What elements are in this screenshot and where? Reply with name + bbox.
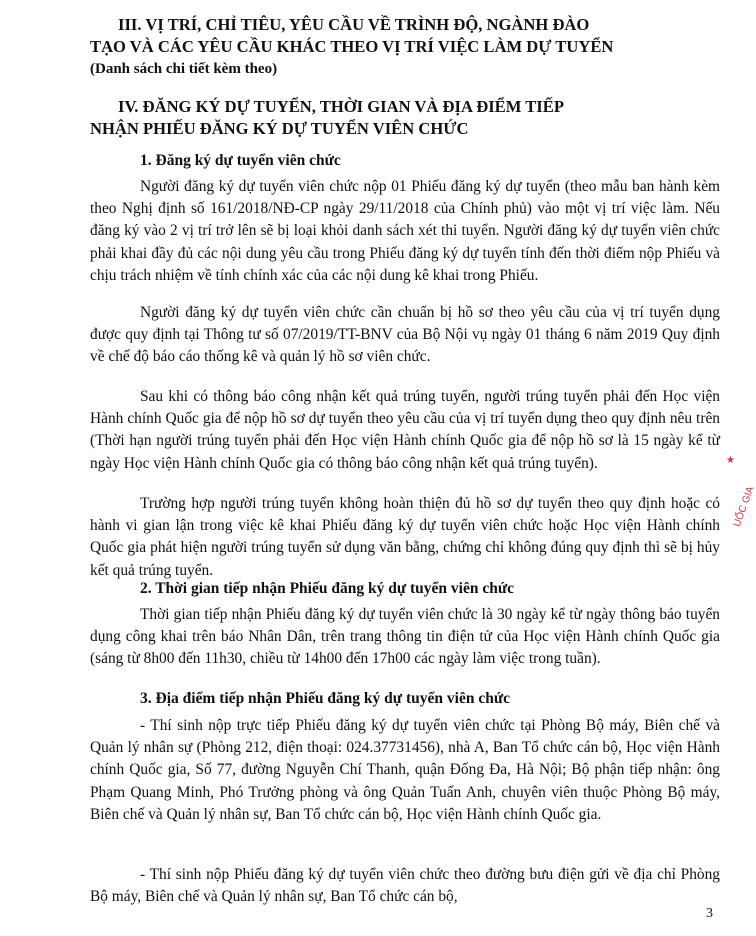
subheading-3: 3. Địa điểm tiếp nhận Phiếu đăng ký dự tuyển viên chức [140, 690, 510, 707]
paragraph-reception-time: Thời gian tiếp nhận Phiếu đăng ký dự tuyển viên chức là 30 ngày kể từ ngày thông báo tuyển dụng công khai trên báo Nhân Dân, trên trang thông tin điện tử của Học viện Hành chính Quốc gia (sáng từ 8h00 đến 11h30, chiều từ 14h00 đến 17h00 các ngày làm việc trong tuần). [90, 606, 720, 668]
section-4-heading-line-1: IV. ĐĂNG KÝ DỰ TUYỂN, THỜI GIAN VÀ ĐỊA ĐIỂM TIẾP [118, 97, 564, 116]
seal-text: UỐC GIA [731, 485, 756, 529]
paragraph-cancellation: Trường hợp người trúng tuyển không hoàn thiện đủ hồ sơ dự tuyển theo quy định hoặc có hành vi gian lận trong việc kê khai Phiếu đăng ký dự tuyển viên chức hoặc Học viện Hành chính Quốc gia phát hiện người trúng tuyển sử dụng văn bằng, chứng chỉ không đúng quy định thì sẽ bị hủy kết quả trúng tuyển. [90, 495, 720, 579]
section-3-heading-line-1: III. VỊ TRÍ, CHỈ TIÊU, YÊU CẦU VỀ TRÌNH ĐỘ, NGÀNH ĐÀO [118, 15, 590, 34]
section-4-heading [90, 96, 710, 140]
paragraph-dossier: Người đăng ký dự tuyển viên chức cần chuẩn bị hồ sơ theo yêu cầu của vị trí tuyển dụng được quy định tại Thông tư số 07/2019/TT-BNV của Bộ Nội vụ ngày 01 tháng 6 năm 2019 Quy định về chế độ báo cáo thống kê và quản lý hồ sơ viên chức. [90, 304, 720, 366]
red-seal-stamp [712, 455, 756, 545]
section-3-heading [90, 14, 710, 80]
page-number: 3 [706, 906, 713, 921]
section-3-heading-line-2: TẠO VÀ CÁC YÊU CẦU KHÁC THEO VỊ TRÍ VIỆC LÀM DỰ TUYỂN [90, 37, 614, 56]
section-3-note: (Danh sách chi tiết kèm theo) [90, 61, 278, 77]
paragraph-registration: Người đăng ký dự tuyển viên chức nộp 01 Phiếu đăng ký dự tuyển (theo mẫu ban hành kèm theo Nghị định số 161/2018/NĐ-CP ngày 29/11/2018 của Chính phủ) vào một vị trí việc làm. Nếu đăng ký vào 2 vị trí trở lên sẽ bị loại khỏi danh sách xét thi tuyển. Người đăng ký dự tuyển viên chức phải khai đầy đủ các nội dung yêu cầu trong Phiếu đăng ký dự tuyển tính đến thời điểm nộp Phiếu và chịu trách nhiệm về tính chính xác của các nội dung kê khai trong Phiếu. [90, 178, 720, 284]
paragraph-in-person: - Thí sinh nộp trực tiếp Phiếu đăng ký dự tuyển viên chức tại Phòng Bộ máy, Biên chế và Quản lý nhân sự (Phòng 212, điện thoại: 024.37731456), nhà A, Ban Tổ chức cán bộ, Học viện Hành chính Quốc gia, Số 77, đường Nguyễn Chí Thanh, quận Đống Đa, Hà Nội; Bộ phận tiếp nhận: ông Phạm Quang Minh, Phó Trưởng phòng và ông Quản Tuấn Anh, chuyên viên thuộc Phòng Bộ máy, Biên chế và Quản lý nhân sự, Ban Tổ chức cán bộ, Học viện Hành chính Quốc gia. [90, 717, 720, 823]
paragraph-by-post: - Thí sinh nộp Phiếu đăng ký dự tuyển viên chức theo đường bưu điện gửi về địa chỉ Phòng Bộ máy, Biên chế và Quản lý nhân sự, Ban Tổ chức cán bộ, [90, 866, 720, 906]
star-icon: ★ [726, 455, 735, 466]
section-4-heading-line-2: NHẬN PHIẾU ĐĂNG KÝ DỰ TUYỂN VIÊN CHỨC [90, 119, 469, 138]
paragraph-after-results: Sau khi có thông báo công nhận kết quả trúng tuyển, người trúng tuyển phải đến Học viện Hành chính Quốc gia để nộp hồ sơ dự tuyển theo yêu cầu của vị trí tuyển dụng theo quy định nêu trên (Thời hạn người trúng tuyển phải đến Học viện Hành chính Quốc gia để nộp hồ sơ là 15 ngày kể từ ngày Học viện Hành chính Quốc gia có thông báo công nhận kết quả trúng tuyển). [90, 388, 720, 472]
subheading-2: 2. Thời gian tiếp nhận Phiếu đăng ký dự tuyển viên chức [140, 580, 515, 597]
subheading-1: 1. Đăng ký dự tuyển viên chức [140, 152, 341, 169]
